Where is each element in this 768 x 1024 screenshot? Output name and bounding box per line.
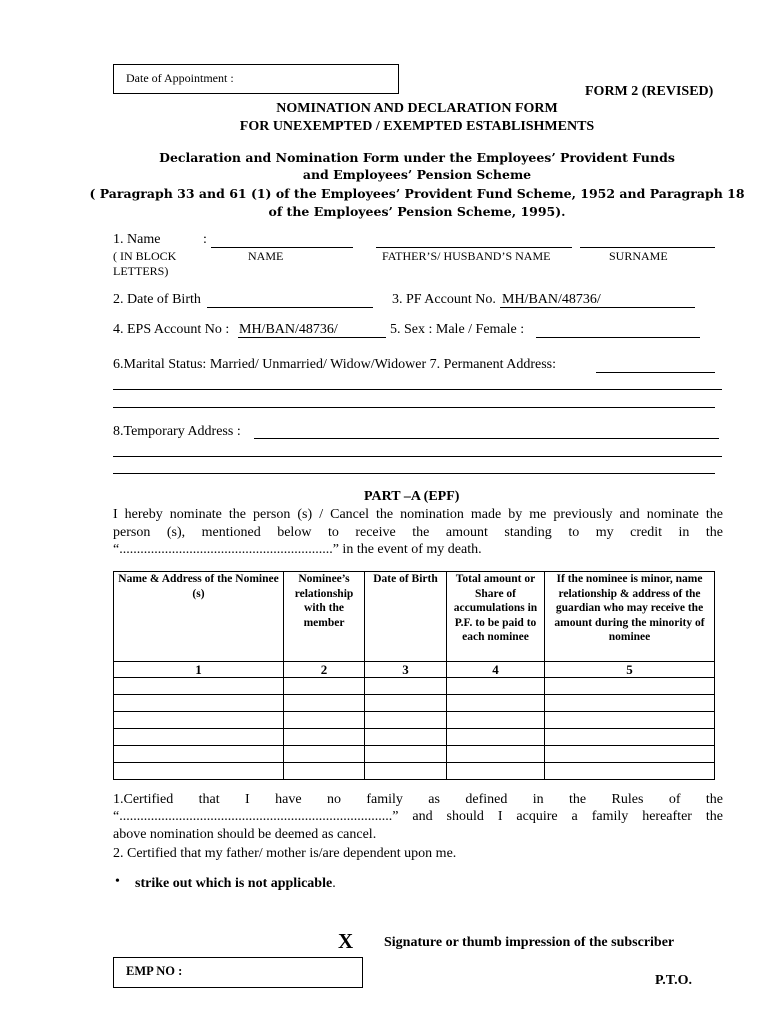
nominee-cell[interactable] [365,746,447,763]
nominee-table [113,571,715,780]
nominee-row [114,729,715,746]
subtitle-line3: ( Paragraph 33 and 61 (1) of the Employees’ Provident Fund Scheme, 1952 and Paragraph 18 [89,186,745,201]
temporary-address-line3[interactable] [113,473,715,474]
nominee-row [114,695,715,712]
nominee-cell[interactable] [447,729,545,746]
emp-no-box[interactable] [113,957,363,988]
nominee-cell[interactable] [284,678,365,695]
dob-field[interactable] [207,307,373,308]
nominee-row [114,678,715,695]
nominee-cell[interactable] [284,695,365,712]
name-label: 1. Name [113,232,161,247]
strike-out-note: strike out which is not applicable. [135,876,336,891]
nominee-cell[interactable] [114,695,284,712]
header-guardian: If the nominee is minor, name relationship & address of the guardian who may receive the amount during the minority of nominee [545,572,715,662]
part-a-heading: PART –A (EPF) [364,489,460,504]
header-date-of-birth: Date of Birth [365,572,447,662]
nomination-paragraph-line2: person (s), mentioned below to receive the amount standing to my credit in the [113,525,723,540]
nominee-table-header-row [114,572,715,662]
header-total-amount: Total amount or Share of accumulations in P.F. to be paid to each nominee [447,572,545,662]
nominee-cell[interactable] [545,678,715,695]
nominee-cell[interactable] [447,763,545,780]
permanent-address-line2[interactable] [113,389,722,390]
signature-mark: X [338,929,354,953]
nominee-cell[interactable] [545,695,715,712]
name-column-caption: NAME [248,249,284,263]
date-of-appointment-box[interactable] [113,64,399,94]
column-number: 5 [545,662,715,678]
nominee-table-number-row [114,662,715,678]
sex-field[interactable] [536,337,700,338]
temporary-address-label: 8.Temporary Address : [113,424,241,439]
date-of-appointment-label: Date of Appointment : [126,71,234,85]
subtitle-line2: and Employees’ Pension Scheme [302,167,532,182]
father-name-field[interactable] [376,247,572,248]
father-column-caption: FATHER’S/ HUSBAND’S NAME [382,249,551,263]
nominee-cell[interactable] [545,729,715,746]
nomination-paragraph-line3: “.............................................................” in the event of my death. [113,542,482,557]
dob-label: 2. Date of Birth [113,292,201,307]
form-title-line1: NOMINATION AND DECLARATION FORM [276,101,558,116]
certification-2: 2. Certified that my father/ mother is/are dependent upon me. [113,846,457,861]
nominee-cell[interactable] [447,712,545,729]
temporary-address-field[interactable] [254,438,719,439]
nominee-row [114,763,715,780]
pf-account-field [500,307,695,308]
column-number: 2 [284,662,365,678]
certification-1-line2: “..............................................................................” and should I acquire a family hereafter the [113,809,723,824]
pf-account-label: 3. PF Account No. [392,292,496,307]
nominee-cell[interactable] [365,729,447,746]
header-nominee-name-address: Name & Address of the Nominee (s) [114,572,284,662]
nominee-cell[interactable] [365,695,447,712]
nominee-cell[interactable] [114,729,284,746]
nominee-cell[interactable] [545,763,715,780]
subtitle-line4: of the Employees’ Pension Scheme, 1995). [268,204,566,219]
nominee-cell[interactable] [545,746,715,763]
nominee-cell[interactable] [447,695,545,712]
form-number: FORM 2 (REVISED) [585,84,714,99]
column-number: 4 [447,662,545,678]
name-colon: : [203,232,207,247]
emp-no-label: EMP NO : [126,964,183,978]
nominee-row [114,712,715,729]
certification-1-line3: above nomination should be deemed as cancel. [113,827,377,842]
name-field[interactable] [211,247,353,248]
signature-label: Signature or thumb impression of the subscriber [384,935,675,950]
marital-status-label: 6.Marital Status: Married/ Unmarried/ Widow/Widower 7. Permanent Address: [113,357,557,372]
nominee-row [114,746,715,763]
nominee-cell[interactable] [284,746,365,763]
eps-account-value[interactable]: MH/BAN/48736/ [239,322,338,337]
bullet-icon: • [115,874,120,889]
sex-label: 5. Sex : Male / Female : [390,322,525,337]
nomination-paragraph-line1: I hereby nominate the person (s) / Cancel the nomination made by me previously and nominate the [113,507,723,522]
nominee-cell[interactable] [365,763,447,780]
nominee-cell[interactable] [284,729,365,746]
surname-field[interactable] [580,247,715,248]
name-note-line2: LETTERS) [113,264,169,278]
pto-label: P.T.O. [655,973,692,988]
nominee-cell[interactable] [545,712,715,729]
temporary-address-line2[interactable] [113,456,722,457]
nominee-cell[interactable] [365,678,447,695]
nominee-cell[interactable] [447,746,545,763]
pf-account-value[interactable]: MH/BAN/48736/ [502,292,601,307]
name-note-line1: ( IN BLOCK [113,249,177,263]
form-title-line2: FOR UNEXEMPTED / EXEMPTED ESTABLISHMENTS [239,119,595,134]
eps-account-label: 4. EPS Account No : [113,322,230,337]
column-number: 1 [114,662,284,678]
subtitle-line1: Declaration and Nomination Form under the Employees’ Provident Funds [159,150,675,165]
nominee-cell[interactable] [114,746,284,763]
nominee-cell[interactable] [365,712,447,729]
nominee-cell[interactable] [114,763,284,780]
permanent-address-line3[interactable] [113,407,715,408]
nominee-cell[interactable] [284,712,365,729]
nominee-cell[interactable] [114,678,284,695]
nominee-cell[interactable] [284,763,365,780]
permanent-address-field[interactable] [596,372,715,373]
header-relationship: Nominee’s relationship with the member [284,572,365,662]
nominee-cell[interactable] [447,678,545,695]
eps-account-field [238,337,386,338]
certification-1-line1: 1.Certified that I have no family as defined in the Rules of the [113,792,723,807]
surname-column-caption: SURNAME [609,249,668,263]
nominee-cell[interactable] [114,712,284,729]
column-number: 3 [365,662,447,678]
